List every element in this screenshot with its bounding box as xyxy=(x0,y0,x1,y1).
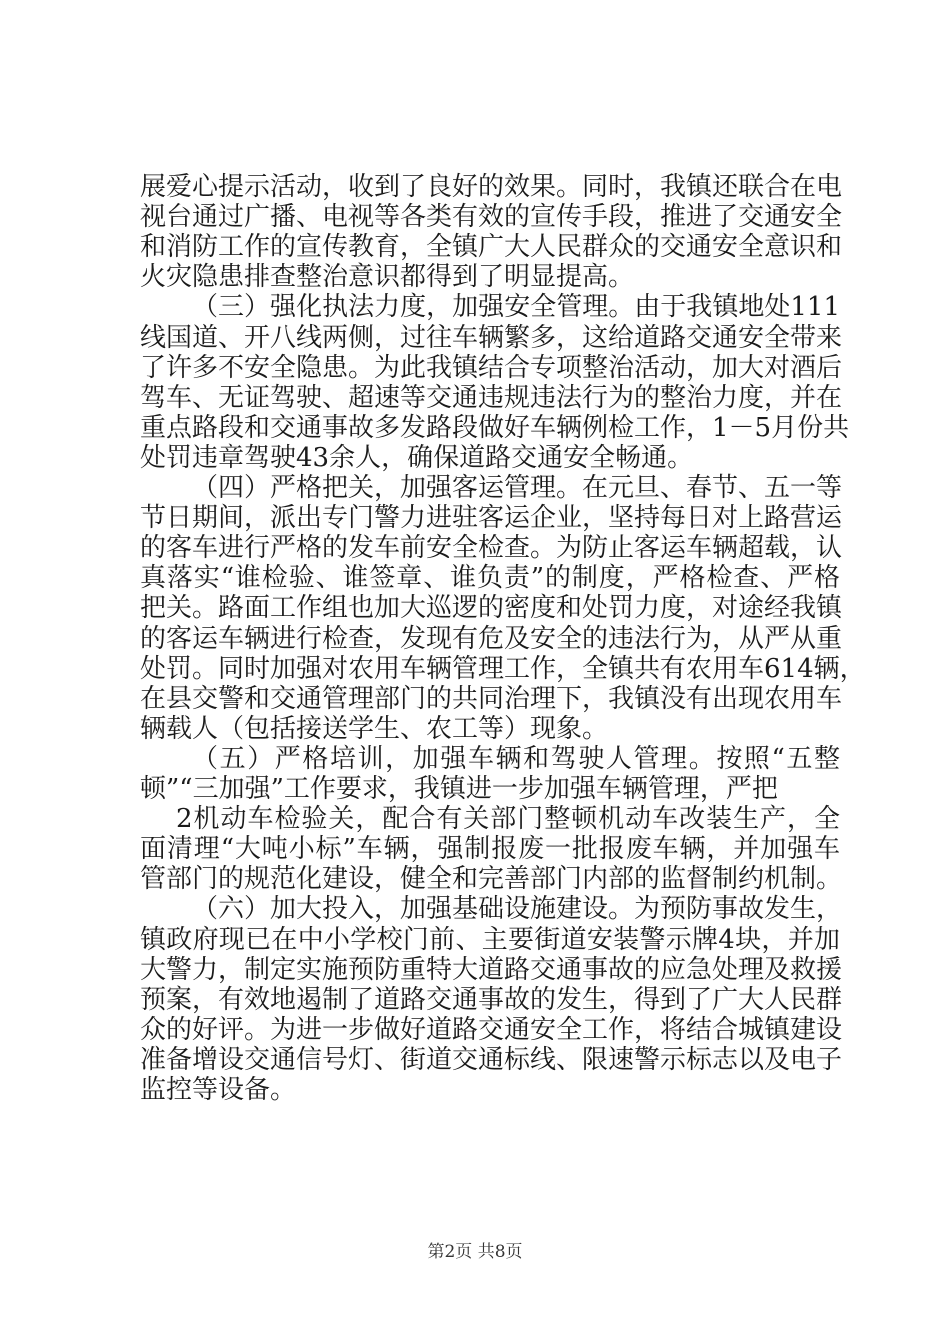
body-line: 真落实“谁检验、谁签章、谁负责”的制度，严格检查、严格 xyxy=(140,563,840,594)
body-line: 驾车、无证驾驶、超速等交通违规违法行为的整治力度，并在 xyxy=(140,382,843,413)
body-line: 视台通过广播、电视等各类有效的宣传手段，推进了交通安全 xyxy=(140,202,843,233)
body-line: 的客车进行严格的发车前安全检查。为防止客运车辆超载，认 xyxy=(140,533,843,564)
body-line: 在县交警和交通管理部门的共同治理下，我镇没有出现农用车 xyxy=(140,683,843,714)
body-line: 的客运车辆进行检查，发现有危及安全的违法行为，从严从重 xyxy=(140,623,843,654)
body-line: 大警力，制定实施预防重特大道路交通事故的应急处理及救援 xyxy=(140,954,843,985)
page-number-footer: 第2页 共8页 xyxy=(427,1242,523,1262)
body-line: 重点路段和交通事故多发路段做好车辆例检工作，1－5月份共 xyxy=(140,412,850,443)
section-heading-line: （三）强化执法力度，加强安全管理。由于我镇地处111 xyxy=(192,292,840,323)
body-line: 和消防工作的宣传教育，全镇广大人民群众的交通安全意识和 xyxy=(140,232,843,263)
body-line: 准备增设交通信号灯、街道交通标线、限速警示标志以及电子 xyxy=(140,1044,843,1075)
body-line: 面清理“大吨小标”车辆，强制报废一批报废车辆，并加强车 xyxy=(140,834,840,865)
body-line: 了许多不安全隐患。为此我镇结合专项整治活动，加大对酒后 xyxy=(140,352,843,383)
section-heading-line: （四）严格把关，加强客运管理。在元旦、春节、五一等 xyxy=(192,473,843,503)
body-line: 镇政府现已在中小学校门前、主要街道安装警示牌4块，并加 xyxy=(140,924,840,955)
body-line: 辆载人（包括接送学生、农工等）现象。 xyxy=(140,713,609,744)
body-line: 监控等设备。 xyxy=(140,1075,297,1105)
body-line: 节日期间，派出专门警力进驻客运企业，坚持每日对上路营运 xyxy=(140,503,843,534)
body-line: 火灾隐患排查整治意识都得到了明显提高。 xyxy=(140,262,635,293)
body-line: 管部门的规范化建设，健全和完善部门内部的监督制约机制。 xyxy=(140,864,843,895)
body-line: 2机动车检验关，配合有关部门整顿机动车改装生产，全 xyxy=(176,804,840,835)
section-heading-line: （五）严格培训，加强车辆和驾驶人管理。按照“五整 xyxy=(192,743,840,774)
body-line: 顿”“三加强”工作要求，我镇进一步加强车辆管理，严把 xyxy=(140,774,778,804)
body-line: 处罚。同时加强对农用车辆管理工作，全镇共有农用车614辆， xyxy=(140,653,866,684)
body-line: 众的好评。为进一步做好道路交通安全工作，将结合城镇建设 xyxy=(140,1014,843,1045)
section-heading-line: （六）加大投入，加强基础设施建设。为预防事故发生， xyxy=(192,894,843,925)
body-line: 把关。路面工作组也加大巡逻的密度和处罚力度，对途经我镇 xyxy=(140,593,843,624)
body-line: 展爱心提示活动，收到了良好的效果。同时，我镇还联合在电 xyxy=(140,172,843,202)
body-line: 线国道、开八线两侧，过往车辆繁多，这给道路交通安全带来 xyxy=(140,322,843,353)
body-line: 处罚违章驾驶43余人，确保道路交通安全畅通。 xyxy=(140,442,694,473)
body-line: 预案，有效地遏制了道路交通事故的发生，得到了广大人民群 xyxy=(140,984,843,1015)
